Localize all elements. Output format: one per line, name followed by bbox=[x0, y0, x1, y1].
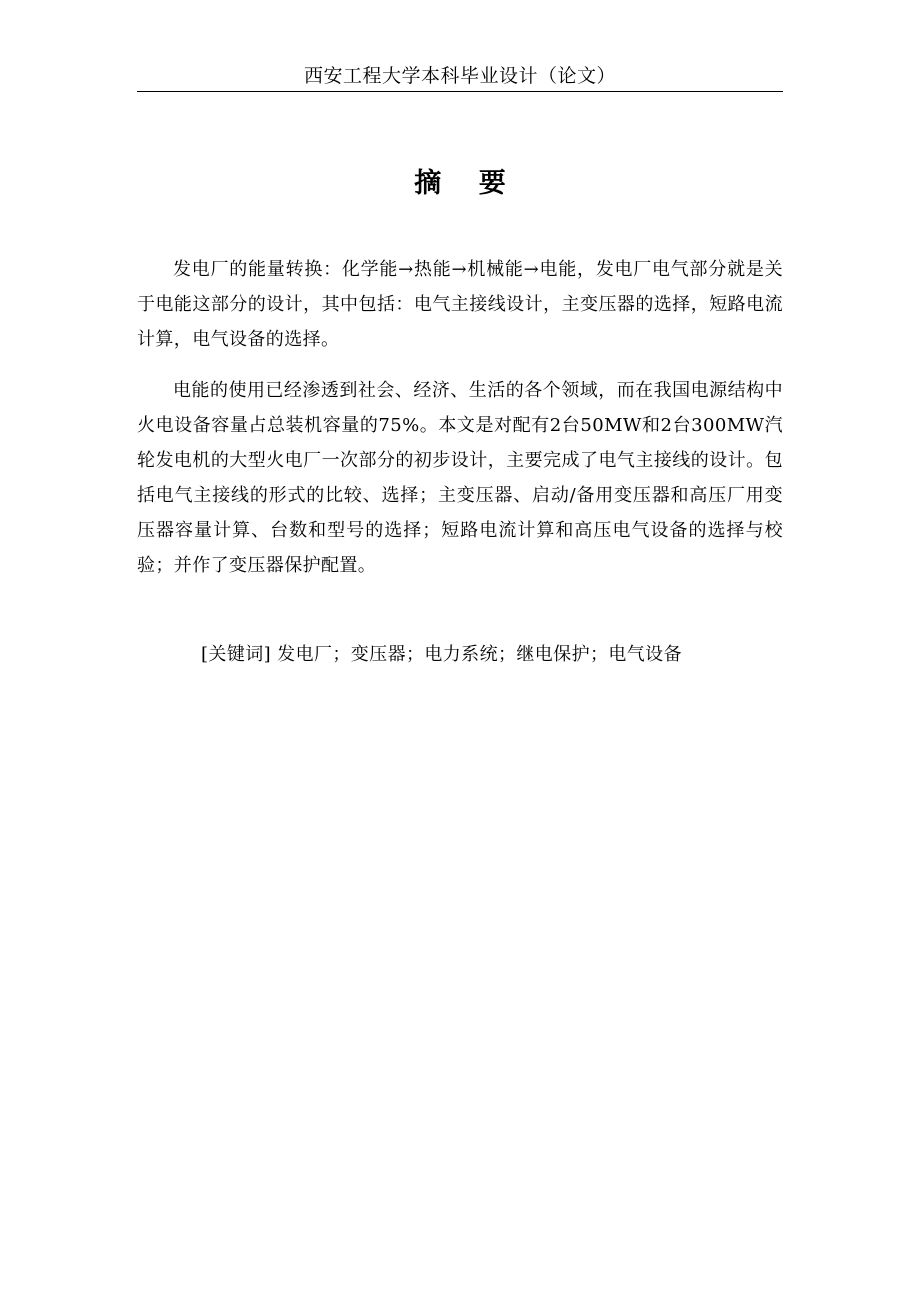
keywords-line: [关键词] 发电厂；变压器；电力系统；继电保护；电气设备 bbox=[201, 644, 682, 665]
running-header: 西安工程大学本科毕业设计（论文） bbox=[303, 65, 616, 87]
abstract-paragraph-2: 电能的使用已经渗透到社会、经济、生活的各个领域，而在我国电源结构中火电设备容量占总装机容量的75%。本文是对配有2台50MW和2台300MW汽轮发电机的大型火电厂一次部分的初步设计，主要完成了电气主接线的设计。包括电气主接线的形式的比较、选择；主变压器、启动/备用变压器和高压厂用变压器容量计算、台数和型号的选择；短路电流计算和高压电气设备的选择与校验；并作了变压器保护配置。 bbox=[137, 380, 783, 576]
header-rule bbox=[137, 91, 783, 92]
abstract-title: 摘 要 bbox=[414, 168, 520, 199]
abstract-body bbox=[137, 252, 783, 599]
abstract-paragraph-1: 发电厂的能量转换：化学能→热能→机械能→电能，发电厂电气部分就是关于电能这部分的设计，其中包括：电气主接线设计，主变压器的选择，短路电流计算，电气设备的选择。 bbox=[137, 259, 783, 350]
